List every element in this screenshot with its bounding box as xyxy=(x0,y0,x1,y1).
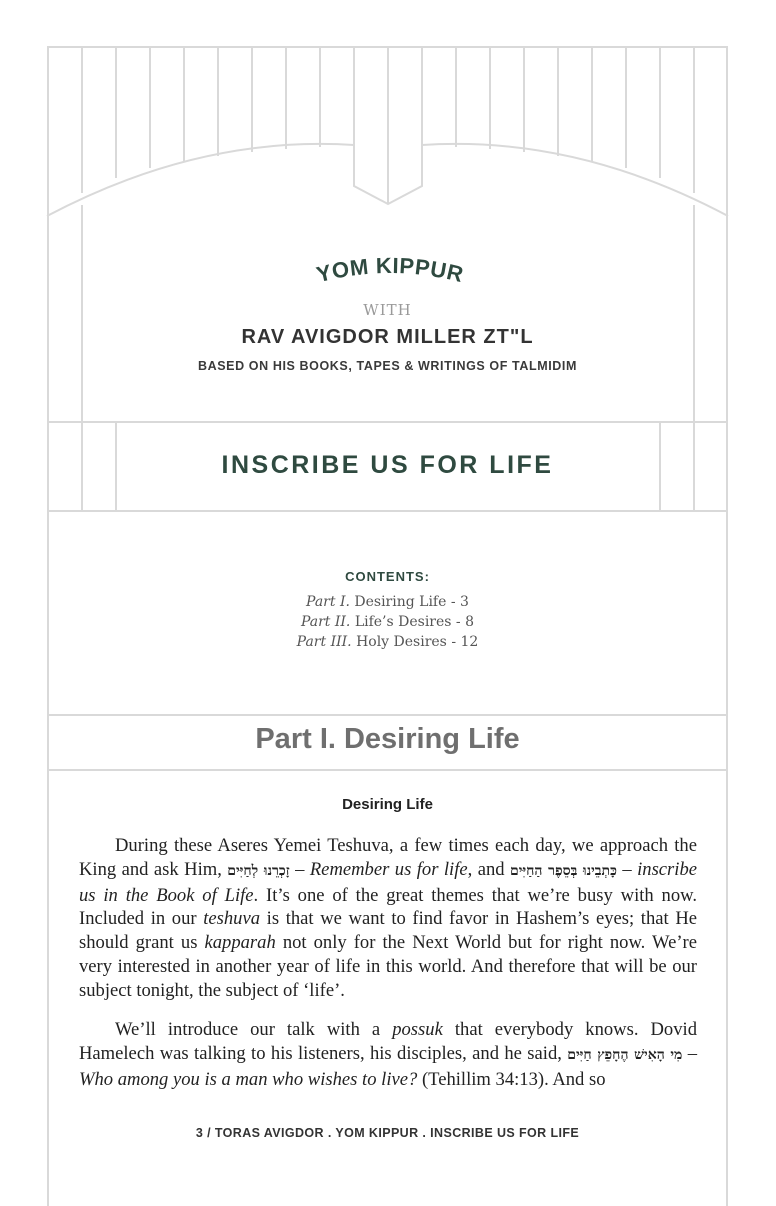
contents-item[interactable] xyxy=(47,632,728,652)
contents-separator: - xyxy=(451,614,466,630)
contents-part: Part I. xyxy=(306,594,350,610)
svg-text:YOM KIPPUR xyxy=(314,253,466,287)
contents-list xyxy=(47,592,728,652)
page-footer: 3 / TORAS AVIGDOR . YOM KIPPUR . INSCRIBE US FOR LIFE xyxy=(195,1126,580,1140)
contents-part: Part III. xyxy=(296,634,352,650)
contents-page: 8 xyxy=(465,614,475,630)
contents-part: Part II. xyxy=(300,614,351,630)
series-title xyxy=(290,248,490,298)
contents-item[interactable] xyxy=(47,592,728,612)
part-heading: Part I. Desiring Life xyxy=(255,723,520,755)
section-subheading: Desiring Life xyxy=(342,796,433,813)
contents-page: 12 xyxy=(460,634,479,650)
contents-separator: - xyxy=(446,634,461,650)
body-paragraph-2: We’ll introduce our talk with a possuk that everybody knows. Dovid Hamelech was talking to his listeners, his disciples, and he said, מִי הָאִישׁ הֶחָפֵץ חַיִּים – Who among you is a man who wishes to live? (Tehillim 34:13). And so xyxy=(79,1019,698,1090)
hebrew-text: כָּתְבֵינוּ בְּסֵפֶר הַחַיִּים xyxy=(510,862,617,879)
hebrew-text: מִי הָאִישׁ הֶחָפֵץ חַיִּים xyxy=(567,1046,683,1063)
contents-heading: CONTENTS: xyxy=(345,569,430,584)
contents-title: Life’s Desires xyxy=(354,614,452,630)
contents-separator: - xyxy=(446,594,461,610)
contents-title: Holy Desires xyxy=(356,634,447,650)
contents-title: Desiring Life xyxy=(354,594,447,610)
body-paragraph-1: During these Aseres Yemei Teshuva, a few times each day, we approach the King and ask Him, זָכְרֵנוּ לְחַיִּים – Remember us for life, and כָּתְבֵינוּ בְּסֵפֶר הַחַיִּים – inscribe us in the Book of Life. It’s one of the great themes that we’re busy with now. Included in our teshuva is that we want to find favor in Hashem’s eyes; that He should grant us kapparah not only for the Next World but for right now. We’re very interested in another year of life in this world. And therefore that will be our subject tonight, the subject of ‘life’. xyxy=(79,835,698,1001)
based-on-line: BASED ON HIS BOOKS, TAPES & WRITINGS OF TALMIDIM xyxy=(197,359,578,373)
contents-item[interactable] xyxy=(47,612,728,632)
page-title: INSCRIBE US FOR LIFE xyxy=(221,451,554,479)
with-label: WITH xyxy=(363,301,412,319)
author-name: RAV AVIGDOR MILLER ZT"L xyxy=(241,326,534,348)
contents-page: 3 xyxy=(460,594,469,610)
series-title-text: YOM KIPPUR xyxy=(313,252,466,288)
hebrew-text: זָכְרֵנוּ לְחַיִּים xyxy=(227,862,290,879)
